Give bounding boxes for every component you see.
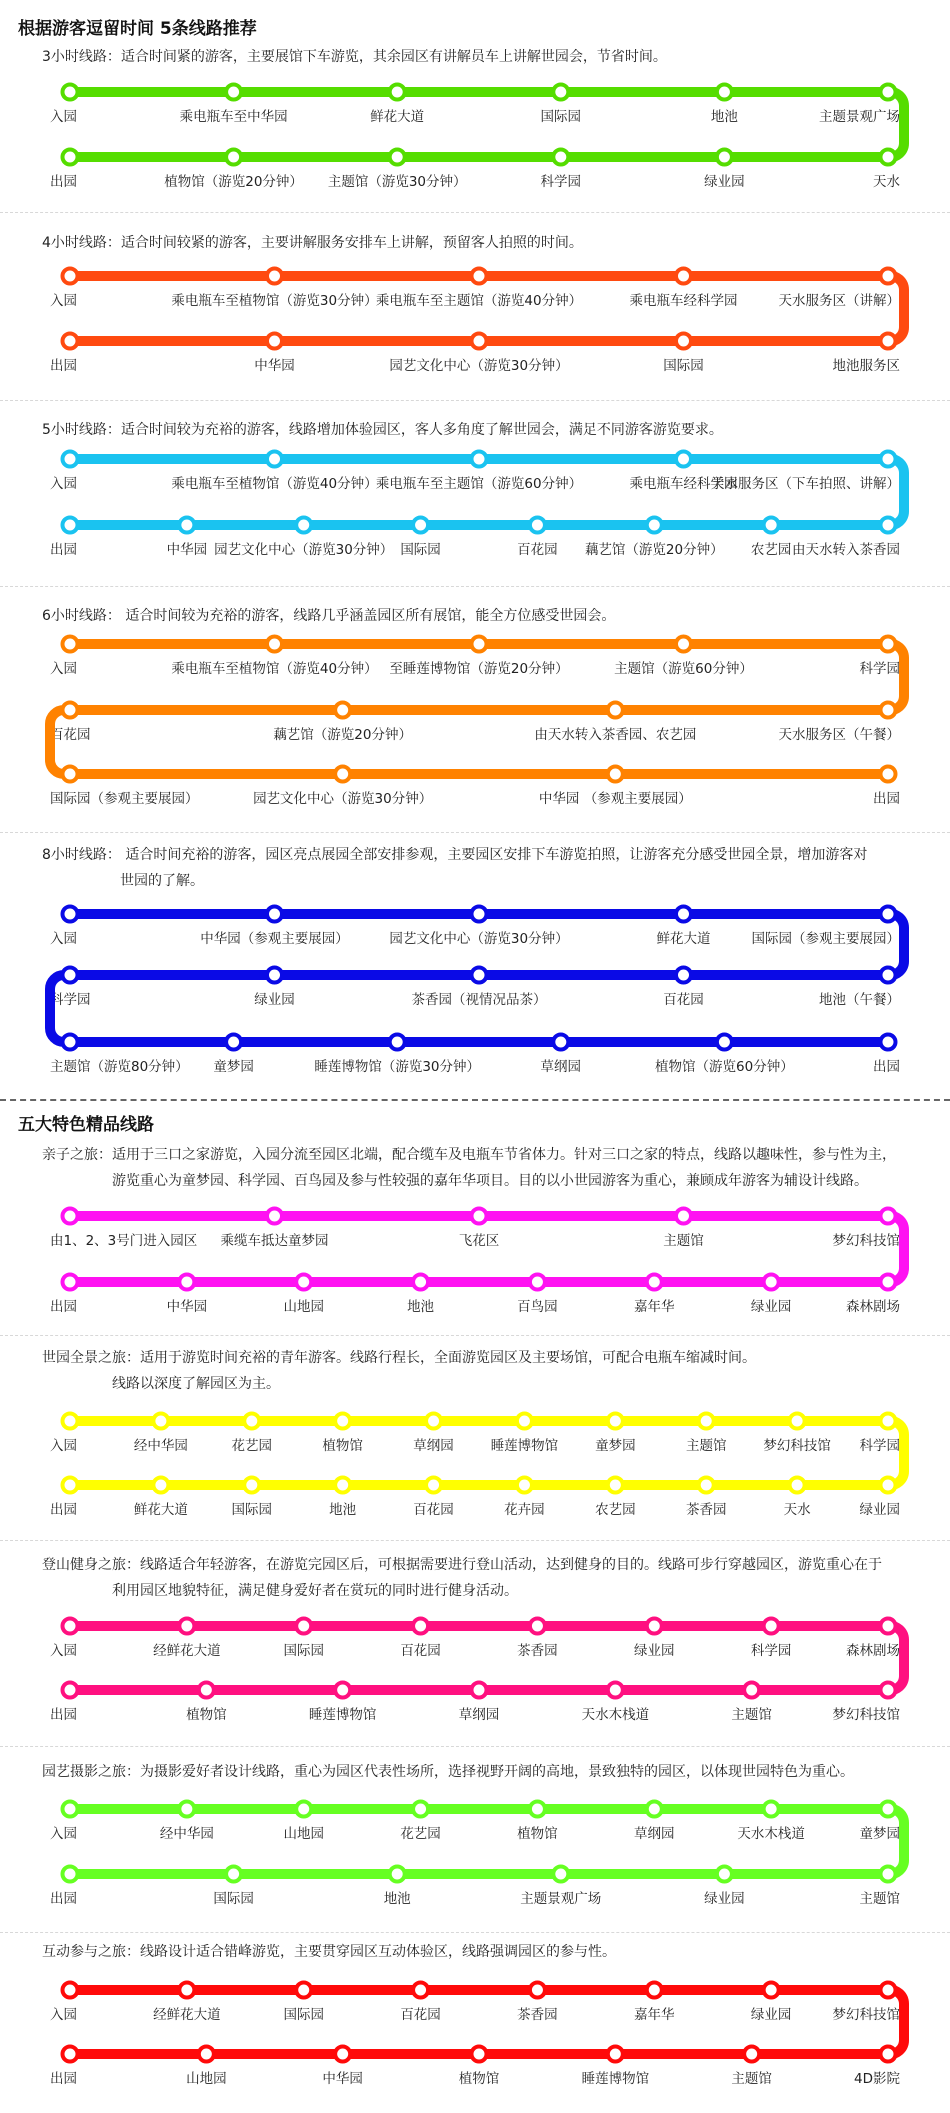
route-stop-label: 中华园 bbox=[254, 358, 295, 374]
route-stop-label: 山地园 bbox=[186, 2071, 227, 2087]
route-stop-label: 绿业园 bbox=[859, 1502, 900, 1518]
route-stop-marker bbox=[764, 1983, 779, 1998]
route-stop-label: 百花园 bbox=[50, 727, 91, 743]
route-stop-label: 国际园（参观主要展园） bbox=[751, 931, 900, 947]
route-stop-label: 至睡莲博物馆（游览20分钟） bbox=[389, 661, 569, 677]
route-stop-label: 中华园 （参观主要展园） bbox=[538, 791, 692, 807]
route-description: 登山健身之旅：线路适合年轻游客，在游览完园区后，可根据需要进行登山活动，达到健身的目的。线路可步行穿越园区，游览重心在于 bbox=[42, 1557, 882, 1573]
route-stop-label: 入园 bbox=[50, 2007, 77, 2023]
route-stop-label: 主题馆 bbox=[859, 1891, 900, 1907]
route-stop-marker bbox=[608, 2047, 623, 2062]
route-description: 5小时线路：适合时间较为充裕的游客，线路增加体验园区，客人多角度了解世园会，满足不同游客游览要求。 bbox=[42, 422, 723, 438]
route-stop-label: 绿业园 bbox=[750, 1299, 792, 1315]
route-stop-label: 绿业园 bbox=[704, 174, 745, 190]
route-stop-label: 由天水转入茶香园、农艺园 bbox=[534, 727, 697, 743]
route-stop-label: 科学园 bbox=[50, 992, 91, 1008]
route-stop-label: 茶香园 bbox=[517, 2007, 558, 2023]
route-stop-label: 经鲜花大道 bbox=[153, 2007, 221, 2023]
route-stop-label: 嘉年华 bbox=[634, 1299, 675, 1315]
route-stop-label: 主题馆（游览30分钟） bbox=[327, 174, 467, 190]
route-stop-label: 园艺文化中心（游览30分钟） bbox=[389, 931, 569, 947]
route-stop-label: 植物馆（游览60分钟） bbox=[655, 1059, 794, 1075]
route-description: 园艺摄影之旅：为摄影爱好者设计线路，重心为园区代表性场所，选择视野开阔的高地，景致独特的园区，以体现世园特色为重心。 bbox=[42, 1764, 854, 1780]
route-stop-label: 嘉年华 bbox=[634, 2007, 675, 2023]
route-stop-label: 童梦园 bbox=[859, 1826, 900, 1842]
route-stop-label: 百花园 bbox=[400, 2007, 441, 2023]
route-stop-label: 出园 bbox=[50, 1299, 77, 1315]
route-stop-label: 由1、2、3号门进入园区 bbox=[50, 1233, 198, 1249]
route-stop-label: 植物馆 bbox=[322, 1438, 363, 1454]
route-stop-label: 绿业园 bbox=[634, 1643, 675, 1659]
route-stop-label: 入园 bbox=[50, 1438, 77, 1454]
route-stop-label: 天水木栈道 bbox=[581, 1707, 650, 1723]
route-stop-marker bbox=[881, 1983, 896, 1998]
route-stop-label: 入园 bbox=[50, 109, 77, 125]
route-line bbox=[70, 1990, 904, 2054]
route-stop-label: 中华园 bbox=[166, 1299, 208, 1315]
route-description: 互动参与之旅：线路设计适合错峰游览，主要贯穿园区互动体验区，线路强调园区的参与性。 bbox=[42, 1944, 616, 1960]
route-description: 世园全景之旅：适用于游览时间充裕的青年游客。线路行程长，全面游览园区及主要场馆，可配合电瓶车缩减时间。 bbox=[42, 1350, 756, 1366]
route-stop-label: 百花园 bbox=[413, 1502, 454, 1518]
route-stop-label: 飞花区 bbox=[458, 1233, 500, 1249]
route-stop-label: 乘电瓶车至植物馆（游览40分钟） bbox=[171, 661, 378, 677]
route-stop-label: 主题馆 bbox=[685, 1438, 727, 1454]
route-stop-marker bbox=[530, 1983, 545, 1998]
route-stop-label: 入园 bbox=[50, 1643, 77, 1659]
route-stop-label: 入园 bbox=[50, 661, 77, 677]
route-stop-label: 国际园 bbox=[231, 1502, 273, 1518]
route-stop-label: 天水 bbox=[783, 1502, 811, 1518]
route-stop-label: 农艺园 bbox=[595, 1502, 636, 1518]
route-stop-label: 天水服务区（讲解） bbox=[778, 293, 900, 309]
route-stop-label: 园艺文化中心（游览30分钟） bbox=[214, 542, 394, 558]
route-stop-label: 科学园 bbox=[859, 661, 900, 677]
route-stop-label: 草纲园 bbox=[540, 1059, 582, 1075]
route-stop-label: 经中华园 bbox=[159, 1826, 214, 1842]
route-stop-label: 草纲园 bbox=[634, 1826, 675, 1842]
route-stop-label: 乘电瓶车至主题馆（游览60分钟） bbox=[375, 476, 583, 492]
route-stop-label: 茶香园 bbox=[517, 1643, 558, 1659]
route-stop-label: 主题馆 bbox=[731, 2071, 772, 2087]
route-description-continued: 利用园区地貌特征，满足健身爱好者在赏玩的同时进行健身活动。 bbox=[112, 1583, 518, 1599]
route-stop-label: 主题馆（游览80分钟） bbox=[50, 1059, 189, 1075]
route-stop-label: 藕艺馆（游览20分钟） bbox=[273, 727, 412, 743]
route-description-continued: 游览重心为童梦园、科学园、百鸟园及参与性较强的嘉年华项目。目的以小世园游客为重心，兼顾成年游客为辅设计线路。 bbox=[112, 1173, 868, 1189]
route-stop-label: 梦幻科技馆 bbox=[832, 1707, 900, 1723]
route-stop-label: 国际园 bbox=[283, 1643, 324, 1659]
route-stop-label: 茶香园 bbox=[685, 1502, 727, 1518]
route-stop-label: 天水 bbox=[873, 174, 900, 190]
route-stop-label: 入园 bbox=[50, 1826, 77, 1842]
route-stop-label: 乘电瓶车至植物馆（游览30分钟） bbox=[171, 293, 378, 309]
section-title-featured-routes: 五大特色精品线路 bbox=[18, 1115, 154, 1135]
route-stop-label: 国际园（参观主要展园） bbox=[50, 791, 199, 807]
route-stop-marker bbox=[881, 2047, 896, 2062]
route-stop-marker bbox=[647, 1983, 662, 1998]
route-stop-label: 乘电瓶车经科学园 bbox=[629, 293, 738, 309]
route-stop-label: 乘缆车抵达童梦园 bbox=[220, 1233, 329, 1249]
route-stop-label: 国际园 bbox=[400, 542, 441, 558]
route-stop-label: 花卉园 bbox=[504, 1502, 545, 1518]
route-stop-label: 主题馆 bbox=[663, 1233, 704, 1249]
route-stop-label: 鲜花大道 bbox=[656, 931, 711, 947]
route-stop-marker bbox=[744, 2047, 759, 2062]
route-stop-label: 中华园（参观主要展园） bbox=[200, 931, 349, 947]
route-stop-label: 主题景观广场 bbox=[819, 109, 900, 125]
route-stop-label: 科学园 bbox=[540, 174, 582, 190]
route-stop-label: 乘电瓶车经科学园 bbox=[629, 476, 738, 492]
route-stop-label: 地池服务区 bbox=[832, 358, 900, 374]
route-stop-label: 梦幻科技馆 bbox=[763, 1438, 831, 1454]
route-stop-marker bbox=[472, 2047, 487, 2062]
route-stop-label: 经中华园 bbox=[133, 1438, 188, 1454]
route-description: 4小时线路：适合时间较紧的游客，主要讲解服务安排车上讲解，预留客人拍照的时间。 bbox=[42, 235, 583, 251]
route-stop-marker bbox=[296, 1983, 311, 1998]
route-stop-label: 主题馆 bbox=[731, 1707, 772, 1723]
route-stop-label: 科学园 bbox=[859, 1438, 900, 1454]
route-stop-label: 4D影院 bbox=[854, 2071, 900, 2087]
route-stop-label: 森林剧场 bbox=[846, 1299, 900, 1315]
route-stop-label: 藕艺馆（游览20分钟） bbox=[584, 542, 724, 558]
route-stop-label: 绿业园 bbox=[704, 1891, 745, 1907]
route-stop-label: 出园 bbox=[50, 1502, 77, 1518]
route-stop-label: 出园 bbox=[873, 1059, 900, 1075]
route-stop-label: 主题景观广场 bbox=[520, 1891, 602, 1907]
route-stop-label: 山地园 bbox=[283, 1299, 324, 1315]
route-stop-label: 出园 bbox=[50, 174, 77, 190]
route-stop-label: 梦幻科技馆 bbox=[832, 1233, 900, 1249]
route-stop-label: 梦幻科技馆 bbox=[832, 2007, 900, 2023]
route-stop-marker bbox=[63, 1983, 78, 1998]
route-stop-label: 主题馆（游览60分钟） bbox=[614, 661, 753, 677]
route-stop-label: 中华园 bbox=[166, 542, 208, 558]
route-stop-label: 植物馆 bbox=[186, 1707, 227, 1723]
route-stop-label: 森林剧场 bbox=[846, 1643, 900, 1659]
route-stop-label: 出园 bbox=[50, 2071, 77, 2087]
route-description-continued: 世园的了解。 bbox=[120, 873, 204, 889]
route-stop-label: 国际园 bbox=[283, 2007, 324, 2023]
route-stop-label: 国际园 bbox=[540, 109, 582, 125]
route-description: 亲子之旅：适用于三口之家游览，入园分流至园区北端，配合缆车及电瓶车节省体力。针对三口之家的特点，线路以趣味性，参与性为主， bbox=[42, 1147, 896, 1163]
route-stop-label: 草纲园 bbox=[413, 1438, 454, 1454]
route-stop-label: 国际园 bbox=[213, 1891, 254, 1907]
route-stop-label: 出园 bbox=[50, 1707, 77, 1723]
route-stop-label: 入园 bbox=[50, 476, 77, 492]
route-stop-label: 百花园 bbox=[400, 1643, 441, 1659]
route-stop-label: 山地园 bbox=[283, 1826, 324, 1842]
route-stop-label: 出园 bbox=[50, 542, 77, 558]
route-description: 6小时线路： 适合时间较为充裕的游客，线路几乎涵盖园区所有展馆，能全方位感受世园会。 bbox=[42, 608, 616, 624]
section-title-duration-routes: 根据游客逗留时间 5条线路推荐 bbox=[18, 19, 257, 39]
route-stop-label: 植物馆（游览20分钟） bbox=[164, 174, 303, 190]
route-stop-label: 鲜花大道 bbox=[370, 109, 425, 125]
route-stop-label: 百花园 bbox=[663, 992, 704, 1008]
route-stop-label: 童梦园 bbox=[213, 1059, 254, 1075]
route-stop-label: 植物馆 bbox=[517, 1826, 558, 1842]
route-stop-label: 地池（午餐） bbox=[819, 992, 900, 1008]
route-stop-label: 茶香园（视情况品茶） bbox=[411, 992, 547, 1008]
route-stop-label: 地池 bbox=[383, 1891, 411, 1907]
route-stop-label: 乘电瓶车至主题馆（游览40分钟） bbox=[375, 293, 583, 309]
route-stop-label: 睡莲博物馆 bbox=[581, 2071, 650, 2087]
route-stop-label: 地池 bbox=[710, 109, 738, 125]
route-stop-label: 天水木栈道 bbox=[737, 1826, 805, 1842]
route-stop-label: 出园 bbox=[873, 791, 900, 807]
route-stop-marker bbox=[63, 2047, 78, 2062]
route-stop-label: 天水服务区（下车拍照、讲解） bbox=[711, 476, 900, 492]
route-stop-label: 花艺园 bbox=[400, 1826, 441, 1842]
route-stop-label: 睡莲博物馆 bbox=[308, 1707, 377, 1723]
route-stop-label: 中华园 bbox=[322, 2071, 363, 2087]
route-stop-label: 绿业园 bbox=[254, 992, 295, 1008]
route-stop-label: 花艺园 bbox=[231, 1438, 273, 1454]
route-stop-label: 百鸟园 bbox=[517, 1299, 558, 1315]
route-stop-marker bbox=[335, 2047, 350, 2062]
route-stop-label: 睡莲博物馆（游览30分钟） bbox=[314, 1059, 481, 1075]
route-stop-label: 睡莲博物馆 bbox=[490, 1438, 559, 1454]
route-stop-label: 鲜花大道 bbox=[133, 1502, 188, 1518]
route-description: 3小时线路：适合时间紧的游客，主要展馆下车游览，其余园区有讲解员车上讲解世园会，节省时间。 bbox=[42, 49, 667, 65]
route-stop-label: 地池 bbox=[329, 1502, 357, 1518]
route-stop-label: 出园 bbox=[50, 1891, 77, 1907]
route-stop-label: 地池 bbox=[407, 1299, 435, 1315]
route-stop-label: 入园 bbox=[50, 931, 77, 947]
route-stop-label: 植物馆 bbox=[458, 2071, 500, 2087]
route-stop-label: 由天水转入茶香园 bbox=[792, 542, 900, 558]
route-stop-label: 乘电瓶车至植物馆（游览40分钟） bbox=[171, 476, 378, 492]
route-description-continued: 线路以深度了解园区为主。 bbox=[112, 1376, 280, 1392]
route-stop-label: 园艺文化中心（游览30分钟） bbox=[253, 791, 433, 807]
route-stop-label: 经鲜花大道 bbox=[153, 1643, 221, 1659]
route-stop-label: 乘电瓶车至中华园 bbox=[179, 109, 288, 125]
route-stop-label: 出园 bbox=[50, 358, 77, 374]
route-stop-marker bbox=[179, 1983, 194, 1998]
route-stop-label: 农艺园 bbox=[750, 542, 792, 558]
route-stop-marker bbox=[413, 1983, 428, 1998]
route-stop-marker bbox=[199, 2047, 214, 2062]
route-stop-label: 天水服务区（午餐） bbox=[778, 727, 900, 743]
route-stop-label: 童梦园 bbox=[595, 1438, 636, 1454]
route-stop-label: 园艺文化中心（游览30分钟） bbox=[389, 358, 569, 374]
route-description: 8小时线路： 适合时间充裕的游客，园区亮点展园全部安排参观，主要园区安排下车游览拍照，让游客充分感受世园全景，增加游客对 bbox=[42, 847, 868, 863]
route-stop-label: 入园 bbox=[50, 293, 77, 309]
route-stop-label: 草纲园 bbox=[458, 1707, 500, 1723]
route-stop-label: 绿业园 bbox=[750, 2007, 792, 2023]
route-stop-label: 国际园 bbox=[663, 358, 704, 374]
route-stop-label: 科学园 bbox=[750, 1643, 792, 1659]
route-stop-label: 百花园 bbox=[517, 542, 558, 558]
